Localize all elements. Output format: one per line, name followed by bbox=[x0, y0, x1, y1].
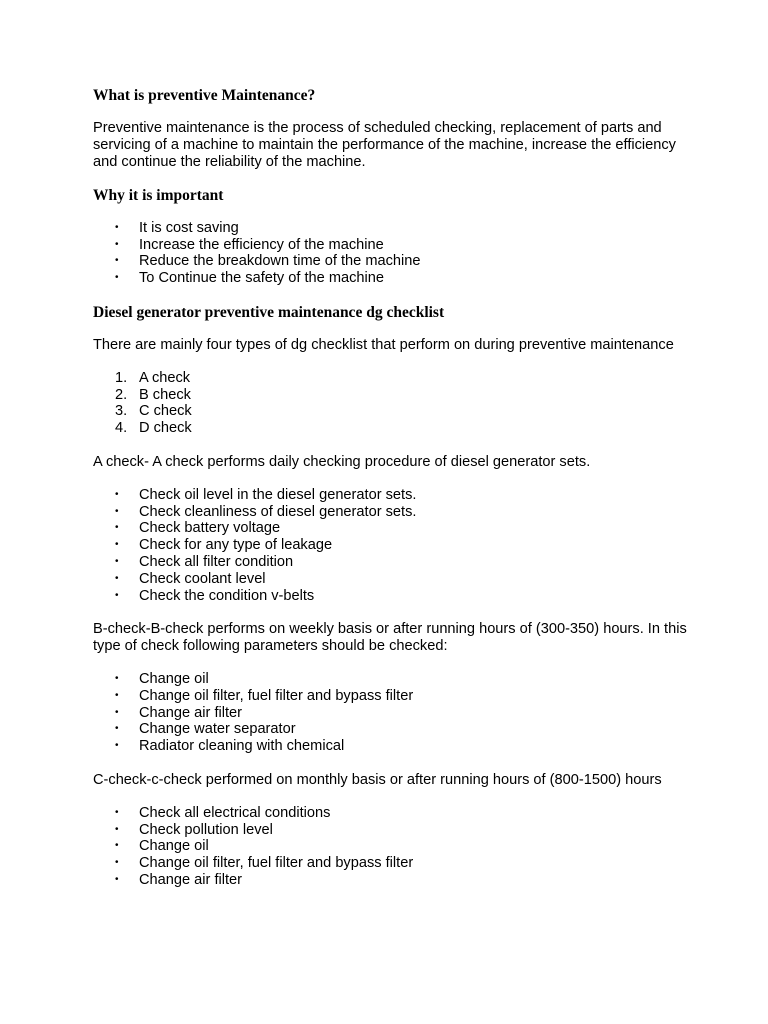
paragraph-a-check: A check- A check performs daily checking procedure of diesel generator sets. bbox=[93, 453, 591, 470]
list-item: • Check for any type of leakage bbox=[115, 537, 333, 554]
b-check-list bbox=[93, 671, 703, 755]
bullet-icon: • bbox=[115, 874, 119, 885]
list-item: • Check coolant level bbox=[115, 570, 266, 587]
list-item: • Check pollution level bbox=[115, 821, 273, 838]
list-item: • Radiator cleaning with chemical bbox=[115, 738, 345, 755]
bullet-icon: • bbox=[115, 255, 119, 267]
bullet-icon: • bbox=[115, 840, 119, 852]
bullet-icon: • bbox=[115, 857, 119, 869]
paragraph-c-check: C-check-c-check performed on monthly basis or after running hours of (800-1500) hours bbox=[93, 771, 662, 788]
list-item: • Change oil bbox=[115, 838, 209, 855]
bullet-icon: • bbox=[115, 522, 119, 534]
bullet-icon: • bbox=[115, 823, 119, 835]
list-item: • Reduce the breakdown time of the machine bbox=[115, 253, 421, 270]
list-item: 1. A check bbox=[115, 369, 191, 386]
paragraph-b-check: B-check-B-check performs on weekly basis or after running hours of (300-350) hours. In this type of check following parameters should be checked: bbox=[93, 620, 687, 654]
list-item: • Check the condition v-belts bbox=[115, 587, 315, 604]
list-item: 2. B check bbox=[115, 386, 191, 403]
a-check-list bbox=[93, 487, 703, 605]
bullet-icon: • bbox=[115, 723, 119, 735]
list-item: 3. C check bbox=[115, 403, 192, 420]
check-types-list bbox=[93, 370, 703, 437]
list-number: 1. bbox=[115, 369, 128, 386]
bullet-icon: • bbox=[115, 505, 119, 517]
list-item: • Check cleanliness of diesel generator sets. bbox=[115, 503, 417, 520]
heading-what-is-preventive-maintenance: What is preventive Maintenance? bbox=[93, 87, 316, 104]
bullet-icon: • bbox=[115, 572, 119, 584]
document-page bbox=[93, 87, 703, 905]
bullet-icon: • bbox=[115, 806, 119, 818]
bullet-icon: • bbox=[115, 272, 119, 284]
importance-list bbox=[93, 220, 703, 287]
c-check-list bbox=[93, 805, 703, 889]
bullet-icon: • bbox=[115, 539, 119, 551]
bullet-icon: • bbox=[115, 740, 119, 752]
list-number: 4. bbox=[115, 420, 128, 437]
list-item: • Check all electrical conditions bbox=[115, 804, 331, 821]
bullet-icon: • bbox=[115, 589, 119, 601]
list-number: 2. bbox=[115, 386, 128, 403]
list-item: • To Continue the safety of the machine bbox=[115, 270, 385, 287]
list-item: • Check oil level in the diesel generator sets. bbox=[115, 486, 417, 503]
list-item: • It is cost saving bbox=[115, 219, 239, 236]
list-item: • Change water separator bbox=[115, 721, 296, 738]
bullet-icon: • bbox=[115, 556, 119, 568]
bullet-icon: • bbox=[115, 221, 119, 233]
list-item: 4. D check bbox=[115, 420, 192, 437]
list-item: • Change air filter bbox=[115, 704, 243, 721]
list-item: • Check all filter condition bbox=[115, 554, 294, 571]
heading-why-important: Why it is important bbox=[93, 186, 224, 204]
list-item: • Change oil filter, fuel filter and bypass filter bbox=[115, 855, 414, 872]
list-item: • Change oil bbox=[115, 671, 209, 688]
list-item: • Increase the efficiency of the machine bbox=[115, 236, 384, 253]
bullet-icon: • bbox=[115, 488, 119, 500]
bullet-icon: • bbox=[115, 673, 119, 685]
list-item: • Change oil filter, fuel filter and bypass filter bbox=[115, 687, 414, 704]
bullet-icon: • bbox=[115, 706, 119, 718]
heading-dg-checklist: Diesel generator preventive maintenance dg checklist bbox=[93, 303, 445, 321]
paragraph-definition: Preventive maintenance is the process of scheduled checking, replacement of parts and servicing of a machine to maintain the performance of the machine, increase the efficiency and continue the reliability of the machine. bbox=[93, 120, 676, 170]
list-item: • Check battery voltage bbox=[115, 520, 281, 537]
bullet-icon: • bbox=[115, 689, 119, 701]
bullet-icon: • bbox=[115, 238, 119, 250]
list-item: • Change air filter bbox=[115, 872, 243, 888]
list-number: 3. bbox=[115, 403, 128, 420]
paragraph-checklist-types: There are mainly four types of dg checklist that perform on during preventive maintenance bbox=[93, 336, 674, 353]
